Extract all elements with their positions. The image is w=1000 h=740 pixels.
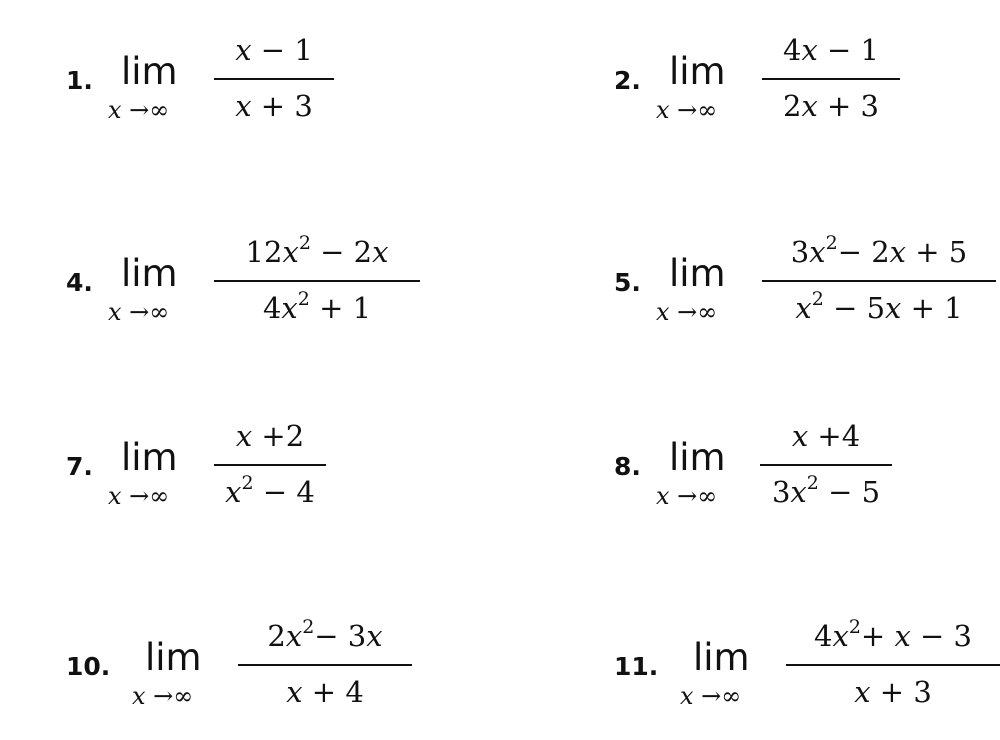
numerator: $12x^2 - 2x$: [245, 232, 389, 269]
fraction-bar: [238, 664, 412, 666]
fraction-bar: [214, 280, 420, 282]
problem-number: 10.: [66, 652, 111, 681]
fraction: [762, 20, 900, 130]
problem-number: 7.: [66, 452, 93, 481]
limit-subscript: x →∞: [108, 482, 170, 510]
limit-problem-10: [0, 606, 500, 716]
problem-number: 8.: [614, 452, 641, 481]
denominator: $x^2 - 5x + 1$: [795, 288, 963, 325]
problem-number: 2.: [614, 66, 641, 95]
limit-subscript: x →∞: [656, 298, 718, 326]
limit-subscript: x →∞: [656, 96, 718, 124]
limit-problem-11: [548, 606, 1000, 716]
problem-number: 11.: [614, 652, 659, 681]
limit-subscript: x →∞: [132, 682, 194, 710]
lim-label: lim: [121, 50, 178, 93]
denominator: $3x^2 - 5$: [771, 472, 881, 509]
problem-number: 1.: [66, 66, 93, 95]
fraction-bar: [762, 280, 996, 282]
lim-label: lim: [145, 636, 202, 679]
numerator: x − 1: [235, 33, 313, 67]
numerator: $3x^2- 2x + 5$: [790, 232, 968, 269]
numerator: x +4: [791, 419, 861, 453]
limit-problem-8: [548, 406, 1000, 516]
lim-label: lim: [121, 252, 178, 295]
lim-label: lim: [669, 436, 726, 479]
numerator: 4x − 1: [783, 33, 879, 67]
fraction: [762, 222, 996, 332]
fraction: [786, 606, 1000, 716]
problem-number: 4.: [66, 268, 93, 297]
numerator: $4x^2+ x - 3$: [814, 616, 972, 653]
fraction: [214, 406, 326, 516]
limit-subscript: x →∞: [680, 682, 742, 710]
limit-problem-1: [0, 20, 500, 130]
fraction-bar: [214, 464, 326, 466]
problem-number: 5.: [614, 268, 641, 297]
limit-subscript: x →∞: [108, 298, 170, 326]
fraction-bar: [760, 464, 892, 466]
fraction: [238, 606, 412, 716]
fraction: [214, 20, 334, 130]
limit-subscript: x →∞: [656, 482, 718, 510]
fraction: [214, 222, 420, 332]
limit-problem-2: [548, 20, 1000, 130]
lim-label: lim: [669, 50, 726, 93]
limit-problem-5: [548, 222, 1000, 332]
fraction-bar: [214, 78, 334, 80]
lim-label: lim: [669, 252, 726, 295]
denominator: x + 4: [286, 675, 364, 709]
lim-label: lim: [693, 636, 750, 679]
denominator: x + 3: [235, 89, 313, 123]
limit-subscript: x →∞: [108, 96, 170, 124]
limit-problem-4: [0, 222, 500, 332]
numerator: $2x^2- 3x$: [267, 616, 383, 653]
lim-label: lim: [121, 436, 178, 479]
limit-problem-7: [0, 406, 500, 516]
denominator: $4x^2 + 1$: [262, 288, 372, 325]
denominator: x + 3: [854, 675, 932, 709]
numerator: x +2: [235, 419, 305, 453]
fraction-bar: [786, 664, 1000, 666]
denominator: 2x + 3: [783, 89, 879, 123]
denominator: $x^2 - 4$: [225, 472, 315, 509]
fraction: [760, 406, 892, 516]
fraction-bar: [762, 78, 900, 80]
